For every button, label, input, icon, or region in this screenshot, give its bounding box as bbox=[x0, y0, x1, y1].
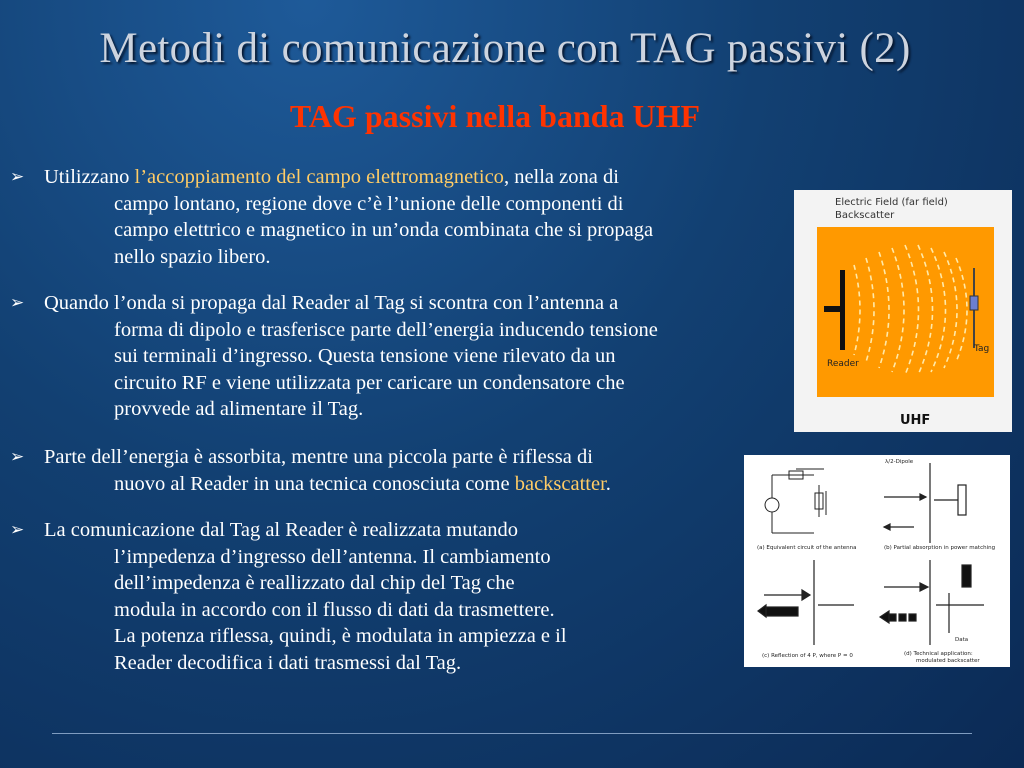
reader-label: Reader bbox=[827, 359, 859, 369]
bullet-2-line-2: forma di dipolo e trasferisce parte dell’energia inducendo tensione bbox=[114, 318, 658, 341]
circuit-panel-b bbox=[884, 463, 966, 543]
slide-subtitle: TAG passivi nella banda UHF bbox=[289, 98, 701, 134]
bullet-arrow-icon: ➢ bbox=[10, 520, 25, 539]
bullet-3 bbox=[10, 444, 611, 497]
bullet-3-line-2: nuovo al Reader in una tecnica conosciuta come backscatter. bbox=[114, 472, 611, 495]
bullet-4-line-4: modula in accordo con il flusso di dati da trasmettere. bbox=[114, 598, 555, 621]
bullet-4-line-3: dell’impedenza è reallizzato dal chip del Tag che bbox=[114, 572, 515, 594]
bullet-1-line-2: campo lontano, regione dove c’è l’unione delle componenti di bbox=[114, 192, 624, 215]
caption-a: (a) Equivalent circuit of the antenna bbox=[757, 545, 857, 551]
highlight-text: l’accoppiamento del campo elettromagnetico bbox=[134, 166, 504, 188]
circuit-panel-a bbox=[765, 469, 826, 533]
bullet-2 bbox=[10, 290, 658, 423]
bullet-4-line-1: La comunicazione dal Tag al Reader è realizzata mutando bbox=[44, 519, 519, 541]
figure-header-line-1: Electric Field (far field) bbox=[835, 197, 948, 208]
bullet-1-line-4: nello spazio libero. bbox=[114, 245, 271, 268]
bullet-2-line-1: Quando l’onda si propaga dal Reader al Tag si scontra con l’antenna a bbox=[44, 292, 619, 314]
figure-header-line-2: Backscatter bbox=[835, 210, 895, 221]
bullet-1-line-1: Utilizzano l’accoppiamento del campo elettromagnetico, nella zona di bbox=[44, 166, 619, 188]
band-label: UHF bbox=[900, 413, 931, 428]
tag-label: Tag bbox=[974, 344, 990, 354]
caption-d-line-2: modulated backscatter bbox=[916, 658, 980, 664]
caption-c: (c) Reflection of 4 P, where P = 0 bbox=[762, 653, 853, 659]
backscatter-circuits-figure bbox=[744, 455, 1010, 667]
bullet-1-line-3: campo elettrico e magnetico in un’onda combinata che si propaga bbox=[114, 219, 654, 241]
circuit-panel-d bbox=[880, 560, 984, 645]
bullet-4-line-2: l’impedenza d’ingresso dell’antenna. Il cambiamento bbox=[114, 545, 551, 568]
uhf-backscatter-figure bbox=[794, 190, 1012, 432]
footer-divider bbox=[52, 733, 972, 734]
tag-chip bbox=[970, 296, 978, 310]
bullet-2-line-4: circuito RF e viene utilizzata per caricare un condensatore che bbox=[114, 371, 625, 394]
circuit-panel-c bbox=[758, 560, 854, 645]
bullet-arrow-icon: ➢ bbox=[10, 293, 25, 312]
highlight-text: backscatter bbox=[514, 472, 606, 495]
bullet-1 bbox=[10, 164, 653, 270]
bullet-4-line-6: Reader decodifica i dati trasmessi dal Tag. bbox=[114, 651, 462, 674]
bullet-2-line-3: sui terminali d’ingresso. Questa tensione viene rilevato da un bbox=[114, 345, 616, 367]
bullet-3-line-1: Parte dell’energia è assorbita, mentre una piccola parte è riflessa di bbox=[44, 446, 593, 468]
bullet-2-line-5: provvede ad alimentare il Tag. bbox=[114, 398, 364, 420]
label-data: Data bbox=[955, 637, 969, 643]
bullet-arrow-icon: ➢ bbox=[10, 447, 25, 466]
bullet-arrow-icon: ➢ bbox=[10, 167, 25, 186]
bullet-4-line-5: La potenza riflessa, quindi, è modulata in ampiezza e il bbox=[114, 625, 567, 647]
reader-feed bbox=[824, 306, 842, 312]
caption-d-line-1: (d) Technical application: bbox=[904, 651, 973, 657]
label-dipole: λ/2-Dipole bbox=[885, 459, 914, 465]
caption-b: (b) Partial absorption in power matching bbox=[884, 545, 996, 551]
bullet-4 bbox=[10, 517, 567, 676]
slide-title: Metodi di comunicazione con TAG passivi (2) bbox=[99, 25, 911, 72]
